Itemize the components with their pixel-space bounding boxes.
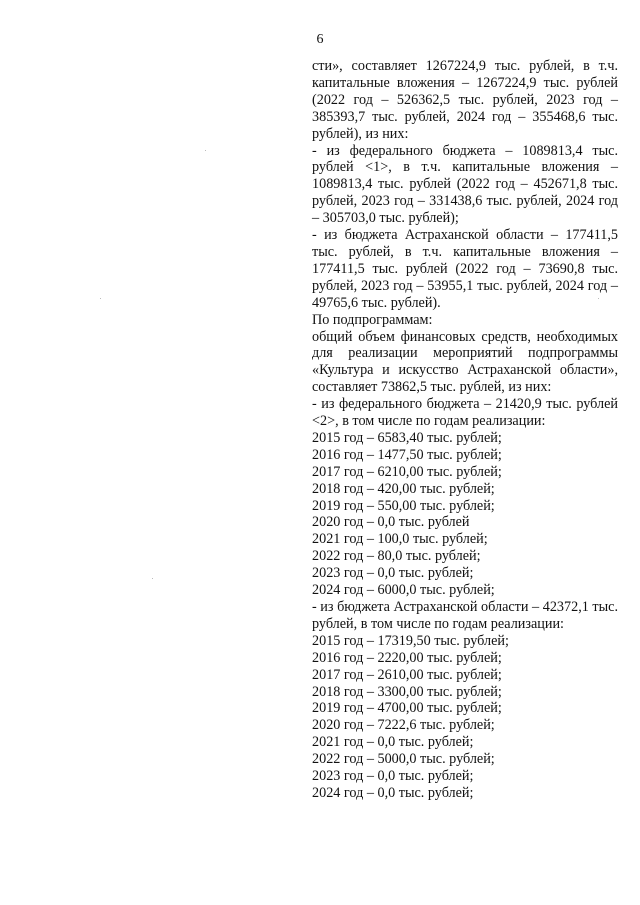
intro-paragraph: сти», составляет 1267224,9 тыс. рублей, в т.ч. капитальные вложения – 1267224,9 тыс. рублей (2022 год – 526362,5 тыс. рублей, 2023 год – 385393,7 тыс. рублей, 2024 год – 355468,6 тыс. рублей), из них: <box>312 58 618 142</box>
list-item: 2016 год – 1477,50 тыс. рублей; <box>312 446 502 463</box>
list-item: 2015 год – 6583,40 тыс. рублей; <box>312 429 502 446</box>
list-item: 2018 год – 420,00 тыс. рублей; <box>312 480 495 497</box>
list-item: 2023 год – 0,0 тыс. рублей; <box>312 565 474 582</box>
federal-years-list <box>312 430 618 599</box>
list-item: 2019 год – 550,00 тыс. рублей; <box>312 497 495 514</box>
list-item: 2016 год – 2220,00 тыс. рублей; <box>312 649 502 666</box>
list-item: 2021 год – 0,0 тыс. рублей; <box>312 734 474 751</box>
list-item: 2022 год – 5000,0 тыс. рублей; <box>312 751 495 768</box>
subprogram-federal-paragraph: - из федерального бюджета – 21420,9 тыс. рублей <2>, в том числе по годам реализации: <box>312 396 618 430</box>
scan-speck <box>152 578 153 579</box>
subprogram-total-paragraph: общий объем финансовых средств, необходимых для реализации мероприятий подпрограммы «Культура и искусство Астраханской области», составляет 73862,5 тыс. рублей, из них: <box>312 328 618 396</box>
regional-budget-paragraph: - из бюджета Астраханской области – 177411,5 тыс. рублей, в т.ч. капитальные вложения – 177411,5 тыс. рублей (2022 год – 73690,8 тыс. рублей, 2023 год – 53955,1 тыс. рублей, 2024 год – 49765,6 тыс. рублей). <box>312 227 618 311</box>
scan-speck <box>100 298 101 299</box>
list-item: 2020 год – 7222,6 тыс. рублей; <box>312 717 495 734</box>
list-item: 2017 год – 6210,00 тыс. рублей; <box>312 463 502 480</box>
list-item: 2015 год – 17319,50 тыс. рублей; <box>312 632 509 649</box>
page-number: 6 <box>316 32 324 47</box>
scan-speck <box>205 150 206 151</box>
list-item: 2024 год – 0,0 тыс. рублей; <box>312 784 474 801</box>
subprogram-regional-paragraph: - из бюджета Астраханской области – 42372,1 тыс. рублей, в том числе по годам реализации: <box>312 599 618 632</box>
subprograms-heading: По подпрограммам: <box>312 311 433 328</box>
list-item: 2022 год – 80,0 тыс. рублей; <box>312 548 481 565</box>
list-item: 2019 год – 4700,00 тыс. рублей; <box>312 700 502 717</box>
list-item: 2021 год – 100,0 тыс. рублей; <box>312 531 488 548</box>
body-text <box>312 58 618 802</box>
federal-budget-paragraph: - из федерального бюджета – 1089813,4 тыс. рублей <1>, в т.ч. капитальные вложения – 1089813,4 тыс. рублей (2022 год – 452671,8 тыс. рублей, 2023 год – 331438,6 тыс. рублей, 2024 год – 305703,0 тыс. рублей); <box>312 142 618 227</box>
list-item: 2017 год – 2610,00 тыс. рублей; <box>312 666 502 683</box>
list-item: 2018 год – 3300,00 тыс. рублей; <box>312 683 502 700</box>
list-item: 2020 год – 0,0 тыс. рублей <box>312 514 470 531</box>
list-item: 2023 год – 0,0 тыс. рублей; <box>312 768 474 785</box>
regional-years-list <box>312 633 618 802</box>
list-item: 2024 год – 6000,0 тыс. рублей; <box>312 582 495 599</box>
